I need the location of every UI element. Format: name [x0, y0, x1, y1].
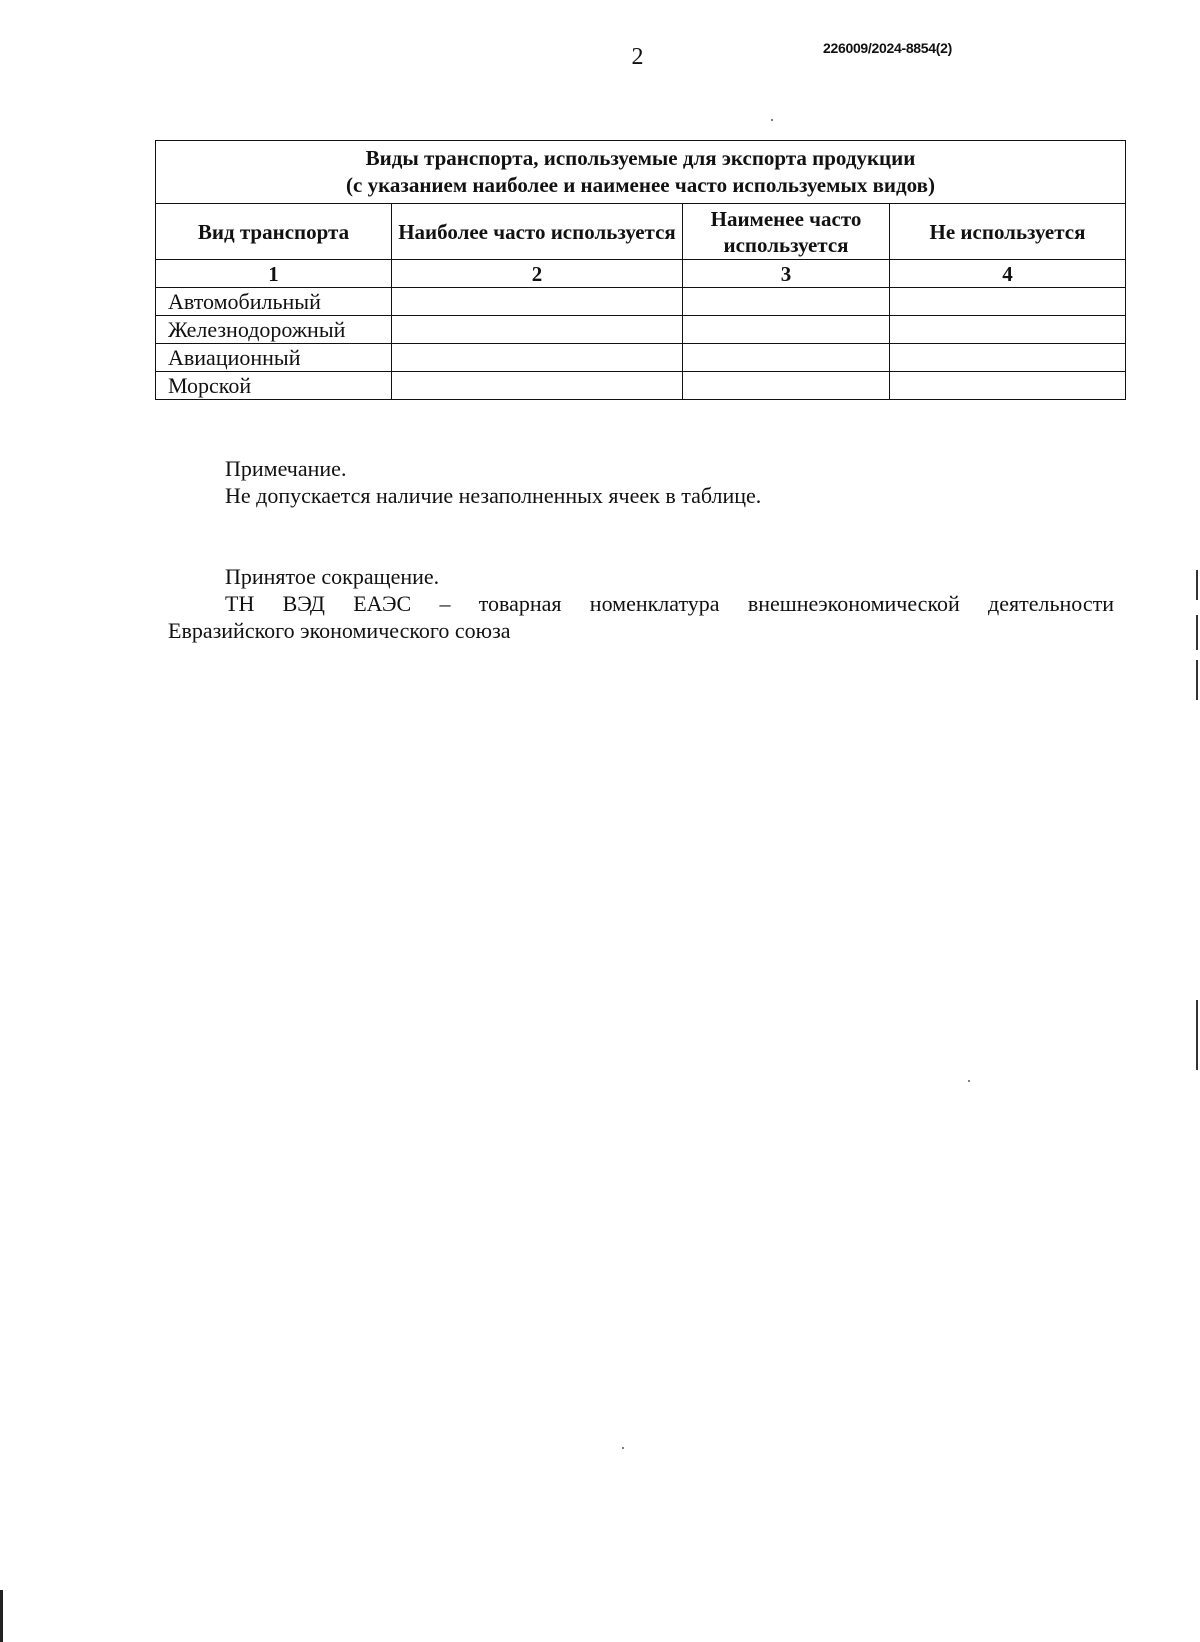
page-number: 2 [631, 44, 644, 70]
table-row [156, 288, 1126, 316]
abbreviation-text-line: Евразийского экономического союза [168, 618, 511, 643]
table-title-row [156, 141, 1126, 204]
column-header: Наименее часто используется [683, 204, 890, 260]
scan-edge-mark [1196, 1000, 1198, 1070]
scan-edge-mark [1196, 660, 1198, 700]
table-header-row [156, 204, 1126, 260]
column-number: 2 [392, 260, 683, 288]
column-number: 3 [683, 260, 890, 288]
table-title [156, 141, 1126, 204]
abbreviation-heading: Принятое сокращение. [225, 564, 440, 589]
scan-speck [622, 1447, 624, 1449]
table-cell [890, 316, 1126, 344]
table-cell [683, 316, 890, 344]
table-row [156, 372, 1126, 400]
transport-type-label: Автомобильный [156, 288, 392, 316]
table-cell [890, 288, 1126, 316]
column-header: Вид транспорта [156, 204, 392, 260]
column-header: Наиболее часто используется [392, 204, 683, 260]
column-number-row [156, 260, 1126, 288]
document-id: 226009/2024-8854(2) [823, 40, 952, 56]
table-cell [890, 344, 1126, 372]
table-cell [392, 372, 683, 400]
table-cell [392, 316, 683, 344]
note-text: Не допускается наличие незаполненных ячеек в таблице. [225, 483, 762, 508]
abbreviation-text-line: ТН ВЭД ЕАЭС – товарная номенклатура внешнеэкономической деятельности [225, 591, 1114, 616]
table-cell [392, 344, 683, 372]
column-header: Не используется [890, 204, 1126, 260]
note-heading: Примечание. [225, 456, 347, 481]
table-cell [392, 288, 683, 316]
table-cell [683, 372, 890, 400]
table-title-line: Виды транспорта, используемые для экспорта продукции [365, 146, 916, 170]
transport-type-label: Авиационный [156, 344, 392, 372]
transport-type-label: Морской [156, 372, 392, 400]
abbreviation-section [168, 563, 1114, 644]
transport-type-label: Железнодорожный [156, 316, 392, 344]
table-cell [683, 344, 890, 372]
table-cell [683, 288, 890, 316]
scan-edge-mark [1196, 615, 1198, 650]
table-row [156, 316, 1126, 344]
note-section [168, 455, 1114, 509]
table-row [156, 344, 1126, 372]
scan-edge-mark [1196, 570, 1198, 600]
column-number: 4 [890, 260, 1126, 288]
scan-speck [968, 1080, 970, 1082]
column-number: 1 [156, 260, 392, 288]
table-subtitle-line: (с указанием наиболее и наименее часто используемых видов) [346, 173, 935, 197]
transport-table [155, 140, 1126, 400]
scan-speck [771, 119, 773, 121]
table-cell [890, 372, 1126, 400]
scan-edge-mark [0, 1590, 3, 1642]
